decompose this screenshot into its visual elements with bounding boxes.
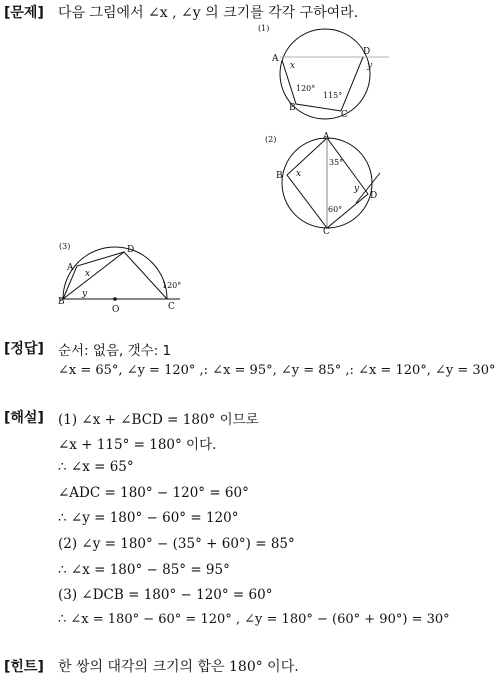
solution-line-8: (3) ∠DCB = 180° − 120° = 60° (58, 587, 273, 603)
figure-1-label-A: A (272, 54, 279, 64)
solution-line-9: ∴ ∠x = 180° − 60° = 120° , ∠y = 180° − (60° + 90°) = 30° (58, 612, 450, 627)
figure-1-label-B: B (289, 103, 296, 113)
problem-tag: [문제] (4, 5, 44, 21)
figure-1-label-C: C (341, 110, 348, 120)
figure-1 (255, 20, 395, 125)
solution-line-3: ∴ ∠x = 65° (58, 459, 134, 475)
solution-line-7: ∴ ∠x = 180° − 85° = 95° (58, 562, 230, 578)
figure-3-label-C: C (168, 302, 175, 312)
figure-1-angle-C: 115° (323, 91, 343, 100)
figure-3-angle-C: 120° (162, 281, 182, 290)
solution-line-1: (1) ∠x + ∠BCD = 180° 이므로 (58, 412, 259, 428)
hint-text: 한 쌍의 대각의 크기의 합은 180° 이다. (58, 659, 299, 675)
figure-3-label-B: B (58, 297, 65, 307)
figure-2-label-C: C (323, 227, 330, 235)
figure-2-angle-C: 60° (328, 205, 343, 214)
figure-2-label-B: B (276, 171, 283, 181)
figure-2-number: (2) (265, 135, 277, 144)
figure-3-number: (3) (59, 242, 71, 251)
figure-1-label-y: y (367, 61, 373, 71)
figure-3-center-point (113, 297, 117, 301)
solution-line-5: ∴ ∠y = 180° − 60° = 120° (58, 510, 239, 526)
figure-2-label-A: A (323, 132, 330, 142)
figure-3-label-O: O (112, 305, 120, 315)
solution-tag: [해설] (4, 410, 44, 426)
figure-1-number: (1) (258, 24, 270, 33)
figure-2-label-x: x (296, 169, 302, 179)
problem-text: 다음 그림에서 ∠x , ∠y 의 크기를 각각 구하여라. (58, 5, 359, 21)
figure-2 (262, 128, 397, 235)
figure-3-label-y: y (82, 289, 88, 299)
figure-1-label-x: x (290, 61, 296, 71)
hint-tag: [힌트] (4, 659, 44, 675)
figure-1-label-D: D (363, 47, 371, 57)
figure-3-label-D: D (127, 245, 135, 255)
answer-line: ∠x = 65°, ∠y = 120° ,: ∠x = 95°, ∠y = 85° ,: ∠x = 120°, ∠y = 30° (58, 363, 496, 378)
solution-line-6: (2) ∠y = 180° − (35° + 60°) = 85° (58, 536, 295, 552)
figure-1-angle-B: 120° (296, 84, 316, 93)
figure-3-diagonal (63, 252, 124, 299)
answer-header: 순서: 없음, 갯수: 1 (58, 343, 172, 359)
solution-line-2: ∠x + 115° = 180° 이다. (58, 437, 217, 453)
figure-2-angle-A: 35° (329, 158, 344, 167)
figure-2-label-D: D (370, 191, 378, 201)
solution-line-4: ∠ADC = 180° − 120° = 60° (58, 485, 249, 501)
figure-2-label-y: y (354, 184, 360, 194)
figure-3-label-x: x (85, 269, 91, 279)
answer-tag: [정답] (4, 341, 44, 357)
figure-3 (55, 238, 185, 316)
figure-3-label-A: A (67, 263, 74, 273)
